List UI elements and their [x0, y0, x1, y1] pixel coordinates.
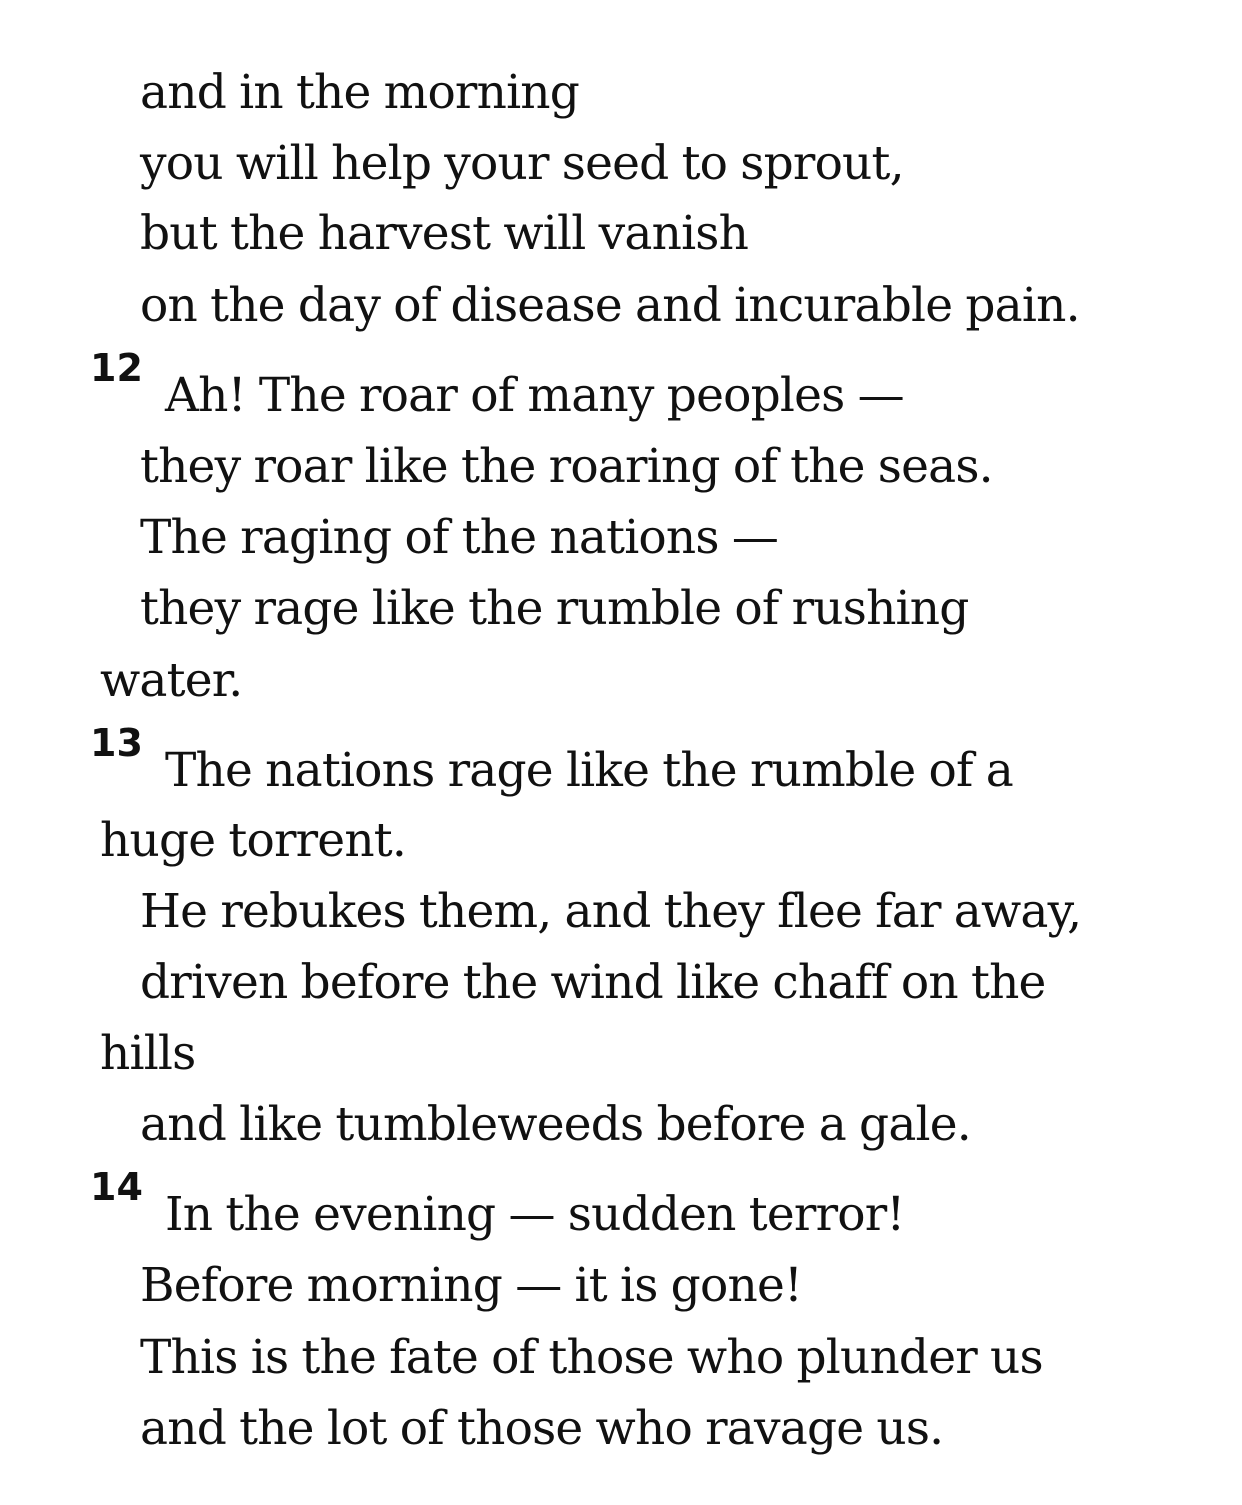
- poetry-line: and like tumbleweeds before a gale.: [140, 1097, 971, 1152]
- poetry-line-wrap: hills: [100, 1026, 196, 1081]
- poetry-line: and in the morning: [140, 65, 580, 120]
- poetry-line: they rage like the rumble of rushing: [140, 581, 969, 636]
- verse-13-first-line: The nations rage like the rumble of a: [165, 743, 1013, 798]
- poetry-line: This is the fate of those who plunder us: [140, 1330, 1043, 1385]
- poetry-line: they roar like the roaring of the seas.: [140, 439, 993, 494]
- poetry-line: but the harvest will vanish: [140, 206, 749, 261]
- poetry-line: The raging of the nations —: [140, 510, 779, 565]
- poetry-line: you will help your seed to sprout,: [140, 136, 904, 191]
- poetry-line: He rebukes them, and they flee far away,: [140, 884, 1082, 939]
- verse-number-13: 13: [90, 721, 143, 765]
- verse-12-first-line: Ah! The roar of many peoples —: [165, 368, 904, 423]
- poetry-line-wrap: water.: [100, 653, 243, 708]
- poetry-line: driven before the wind like chaff on the: [140, 955, 1046, 1010]
- poetry-line: and the lot of those who ravage us.: [140, 1401, 944, 1456]
- verse-14-first-line: In the evening — sudden terror!: [165, 1187, 905, 1242]
- poetry-line: Before morning — it is gone!: [140, 1258, 803, 1313]
- verse-number-14: 14: [90, 1165, 143, 1209]
- poetry-line-wrap: huge torrent.: [100, 813, 407, 868]
- poetry-line: on the day of disease and incurable pain.: [140, 278, 1080, 333]
- verse-number-12: 12: [90, 346, 143, 390]
